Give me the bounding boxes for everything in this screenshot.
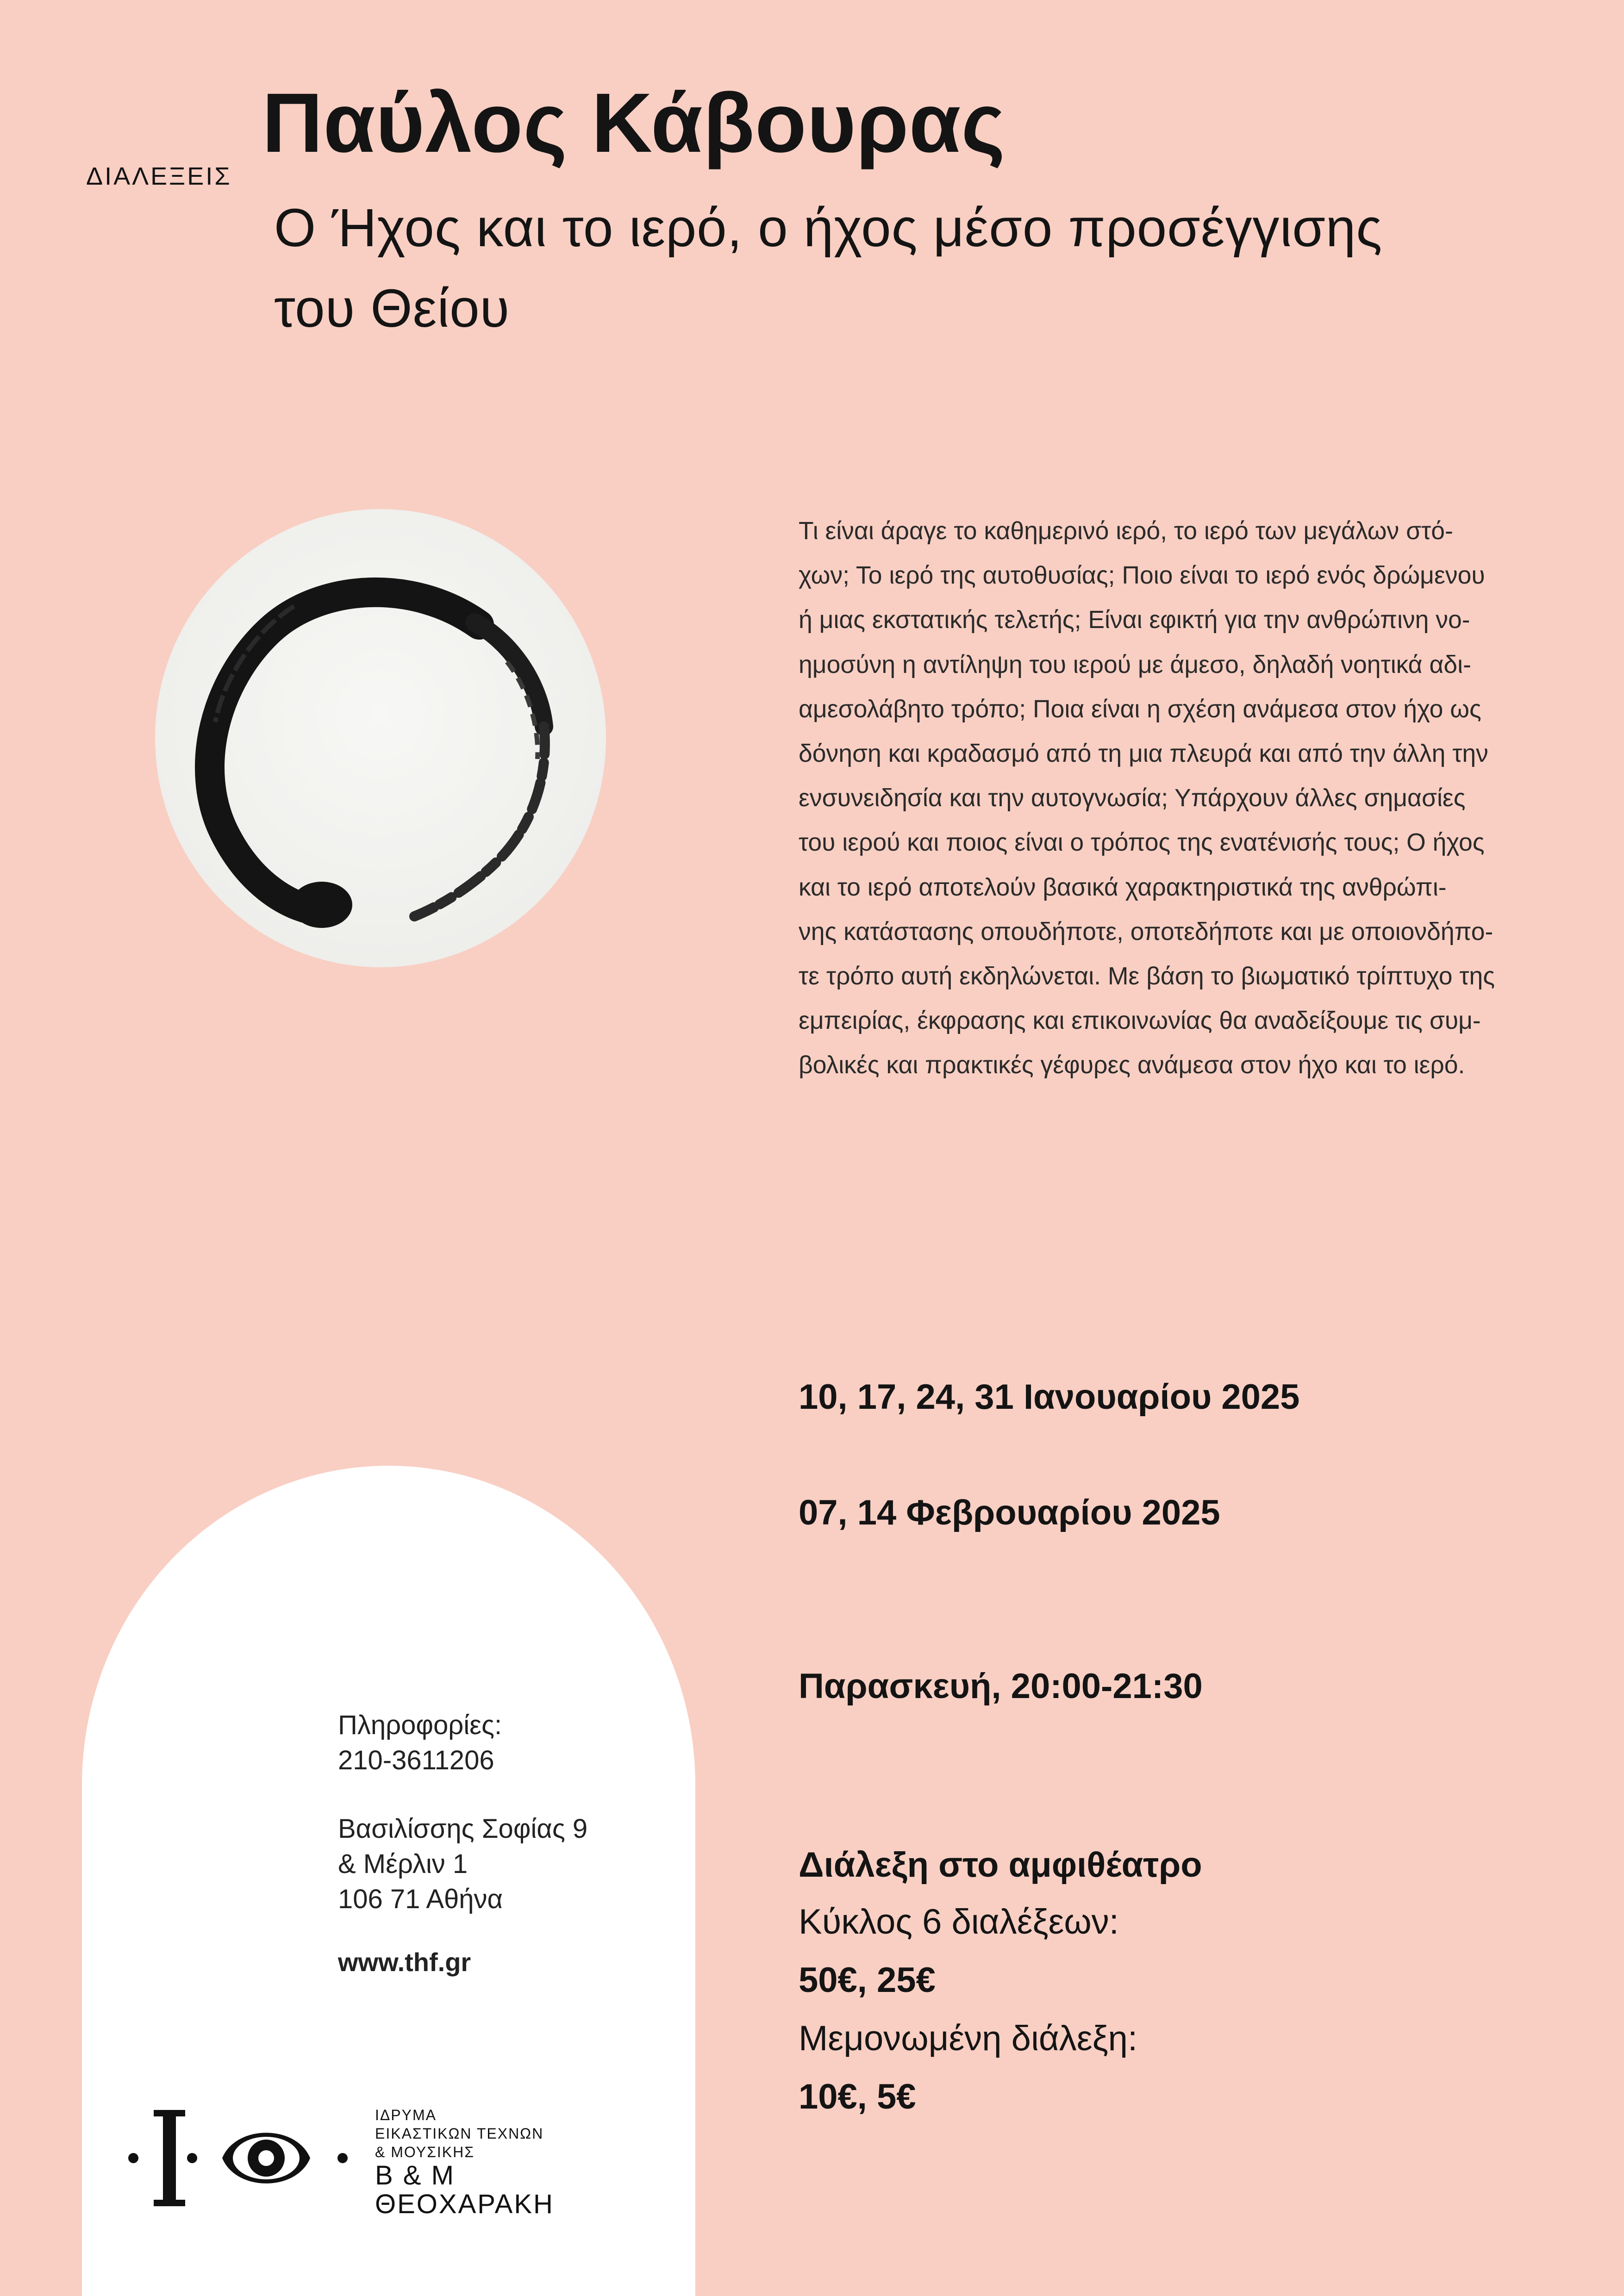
phone-number[interactable]: 210-3611206 <box>338 1745 494 1775</box>
info-label: Πληροφορίες: <box>338 1710 502 1740</box>
single-price: 10€, 5€ <box>799 2077 916 2116</box>
description-line-12: εμπειρίας, έκφρασης και επικοινωνίας θα αναδείξουμε τις συμ- <box>799 1007 1481 1035</box>
foundation-logo <box>125 2103 588 2224</box>
logo-line-3: & ΜΟΥΣΙΚΗΣ <box>375 2144 475 2160</box>
eye-logo-icon <box>125 2103 356 2219</box>
logo-line-4: Β & Μ <box>375 2160 455 2190</box>
description-line-9: και το ιερό αποτελούν βασικά χαρακτηριστικά της ανθρώπι- <box>799 873 1447 901</box>
description-line-2: χων; Το ιερό της αυτοθυσίας; Ποιο είναι το ιερό ενός δρώμενου <box>799 562 1485 590</box>
description-line-10: νης κατάστασης οπουδήποτε, οποτεδήποτε και με οποιονδήπο- <box>799 918 1493 946</box>
description-line-1: Τι είναι άραγε το καθημερινό ιερό, το ιερό των μεγάλων στό- <box>799 517 1453 545</box>
speaker-name: Παύλος Κάβουρας <box>262 75 1006 170</box>
lecture-title-line-1: Ο Ήχος και το ιερό, ο ήχος μέσο προσέγγισης <box>274 198 1383 258</box>
description-line-7: ενσυνειδησία και την αυτογνωσία; Υπάρχουν άλλες σημασίες <box>799 784 1466 812</box>
enso-ring-image <box>155 509 606 967</box>
description-line-11: τε τρόπο αυτή εκδηλώνεται. Με βάση το βιωματικό τρίπτυχο της <box>799 963 1495 990</box>
description-line-8: του ιερού και ποιος είναι ο τρόπος της ενατένισής τους; Ο ήχος <box>799 829 1485 857</box>
dates-february: 07, 14 Φεβρουαρίου 2025 <box>799 1493 1220 1532</box>
lecture-title-line-2: του Θείου <box>274 278 510 338</box>
category-label: ΔΙΑΛΕΞΕΙΣ <box>86 162 232 190</box>
description-line-4: ημοσύνη η αντίληψη του ιερού με άμεσο, δηλαδή νοητικά αδι- <box>799 651 1471 678</box>
description-line-13: βολικές και πρακτικές γέφυρες ανάμεσα στον ήχο και το ιερό. <box>799 1052 1465 1079</box>
series-price: 50€, 25€ <box>799 1960 936 2000</box>
contact-info <box>338 1708 662 1980</box>
venue-pricing <box>799 1837 1493 2126</box>
foundation-name <box>375 2106 554 2219</box>
lecture-title <box>274 187 1524 348</box>
single-price-label: Μεμονωμένη διάλεξη: <box>799 2019 1138 2058</box>
enso-circle-icon <box>155 509 606 967</box>
series-price-label: Κύκλος 6 διαλέξεων: <box>799 1902 1119 1941</box>
logo-line-5: ΘΕΟΧΑΡΑΚΗ <box>375 2189 554 2219</box>
lecture-description <box>799 509 1544 1088</box>
venue-heading: Διάλεξη στο αμφιθέατρο <box>799 1845 1202 1885</box>
description-line-3: ή μιας εκστατικής τελετής; Είναι εφικτή για την ανθρώπινη νο- <box>799 606 1470 634</box>
logo-line-1: ΙΔΡΥΜΑ <box>375 2107 437 2123</box>
description-line-6: δόνηση και κραδασμό από τη μια πλευρά και από την άλλη την <box>799 740 1488 768</box>
website-link[interactable]: www.thf.gr <box>338 1948 471 1977</box>
address-line-3: 106 71 Αθήνα <box>338 1884 503 1914</box>
address-line-2: & Μέρλιν 1 <box>338 1849 468 1879</box>
event-time: Παρασκευή, 20:00-21:30 <box>799 1667 1203 1706</box>
logo-line-2: ΕΙΚΑΣΤΙΚΩΝ ΤΕΧΝΩΝ <box>375 2125 544 2142</box>
dates-january: 10, 17, 24, 31 Ιανουαρίου 2025 <box>799 1377 1300 1417</box>
description-line-5: αμεσολάβητο τρόπο; Ποια είναι η σχέση ανάμεσα στον ήχο ως <box>799 695 1481 723</box>
address-line-1: Βασιλίσσης Σοφίας 9 <box>338 1814 588 1844</box>
